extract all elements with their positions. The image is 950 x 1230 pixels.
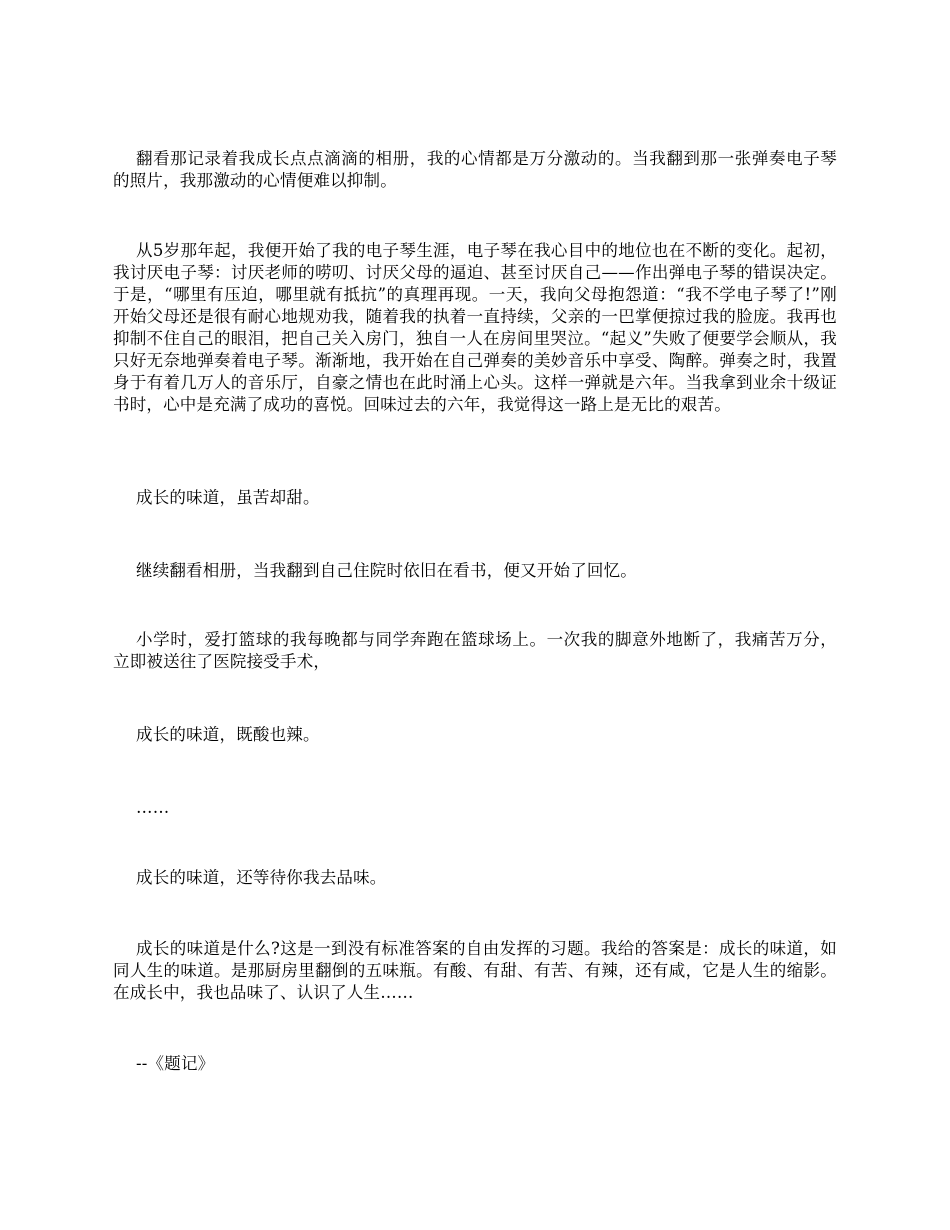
- paragraph-4: 继续翻看相册，当我翻到自己住院时依旧在看书，便又开始了回忆。: [136, 561, 637, 580]
- paragraph-5: 小学时，爱打篮球的我每晚都与同学奔跑在篮球场上。一次我的脚意外地断了，我痛苦万分，立即被送往了医院接受手术，: [113, 630, 837, 671]
- paragraph-3: 成长的味道，虽苦却甜。: [136, 488, 320, 507]
- paragraph-9: 成长的味道是什么?这是一到没有标准答案的自由发挥的习题。我给的答案是：成长的味道，如同人生的味道。是那厨房里翻倒的五味瓶。有酸、有甜、有苦、有辣，还有咸，它是人生的缩影。在成长中，我也品味了、认识了人生……: [113, 939, 837, 1002]
- paragraph-7: ……: [136, 798, 170, 817]
- paragraph-2: 从5岁那年起，我便开始了我的电子琴生涯，电子琴在我心目中的地位也在不断的变化。起初，我讨厌电子琴：讨厌老师的唠叨、讨厌父母的逼迫、甚至讨厌自己——作出弹电子琴的错误决定。于是，“哪里有压迫，哪里就有抵抗”的真理再现。一天，我向父母抱怨道：“我不学电子琴了!”刚开始父母还是很有耐心地规劝我，随着我的执着一直持续，父亲的一巴掌便掠过我的脸庞。我再也抑制不住自己的眼泪，把自己关入房门，独自一人在房间里哭泣。“起义”失败了便要学会顺从，我只好无奈地弹奏着电子琴。渐渐地，我开始在自己弹奏的美妙音乐中享受、陶醉。弹奏之时，我置身于有着几万人的音乐厅，自豪之情也在此时涌上心头。这样一弹就是六年。当我拿到业余十级证书时，心中是充满了成功的喜悦。回味过去的六年，我觉得这一路上是无比的艰苦。: [113, 241, 837, 414]
- paragraph-1: 翻看那记录着我成长点点滴滴的相册，我的心情都是万分激动的。当我翻到那一张弹奏电子琴的照片，我那激动的心情便难以抑制。: [113, 149, 837, 190]
- paragraph-6: 成长的味道，既酸也辣。: [136, 725, 320, 744]
- paragraph-8: 成长的味道，还等待你我去品味。: [136, 868, 387, 887]
- signature-line: --《题记》: [136, 1054, 215, 1073]
